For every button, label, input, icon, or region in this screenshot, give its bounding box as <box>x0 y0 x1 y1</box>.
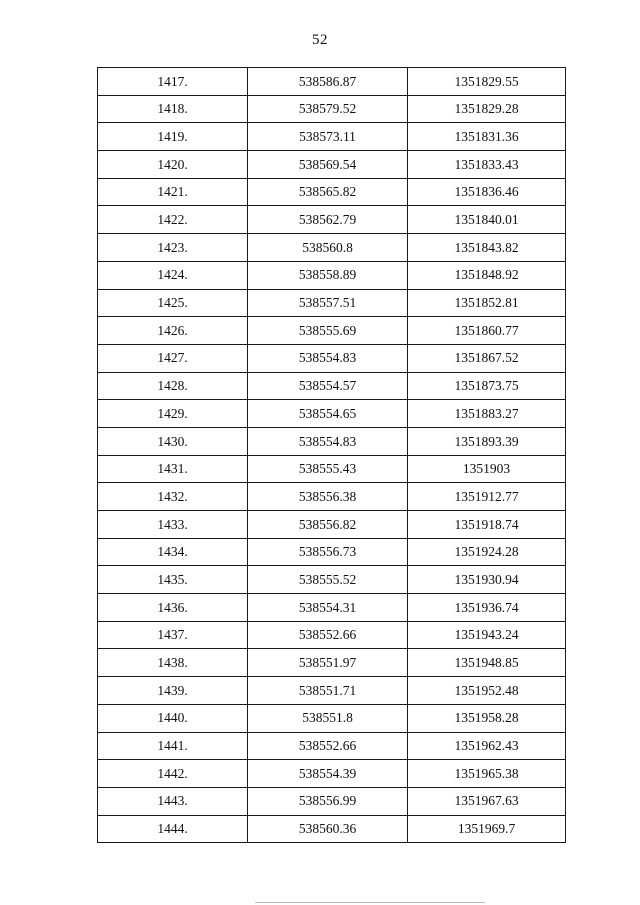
table-row <box>98 123 566 151</box>
y-coordinate-cell: 1351924.28 <box>408 538 566 566</box>
x-coordinate-cell: 538556.82 <box>248 511 408 539</box>
y-coordinate-cell: 1351833.43 <box>408 151 566 179</box>
table-row <box>98 732 566 760</box>
table-row <box>98 427 566 455</box>
point-number-cell: 1432. <box>98 483 248 511</box>
table-row <box>98 455 566 483</box>
x-coordinate-cell: 538551.8 <box>248 704 408 732</box>
table-row <box>98 704 566 732</box>
table-row <box>98 344 566 372</box>
table-row <box>98 538 566 566</box>
x-coordinate-cell: 538555.52 <box>248 566 408 594</box>
x-coordinate-cell: 538554.57 <box>248 372 408 400</box>
y-coordinate-cell: 1351893.39 <box>408 427 566 455</box>
point-number-cell: 1418. <box>98 95 248 123</box>
table-row <box>98 621 566 649</box>
point-number-cell: 1437. <box>98 621 248 649</box>
y-coordinate-cell: 1351903 <box>408 455 566 483</box>
point-number-cell: 1433. <box>98 511 248 539</box>
y-coordinate-cell: 1351967.63 <box>408 787 566 815</box>
point-number-cell: 1423. <box>98 234 248 262</box>
point-number-cell: 1420. <box>98 151 248 179</box>
x-coordinate-cell: 538552.66 <box>248 621 408 649</box>
table-row <box>98 566 566 594</box>
x-coordinate-cell: 538560.8 <box>248 234 408 262</box>
y-coordinate-cell: 1351918.74 <box>408 511 566 539</box>
point-number-cell: 1427. <box>98 344 248 372</box>
x-coordinate-cell: 538556.38 <box>248 483 408 511</box>
table-row <box>98 483 566 511</box>
x-coordinate-cell: 538557.51 <box>248 289 408 317</box>
y-coordinate-cell: 1351840.01 <box>408 206 566 234</box>
table-row <box>98 178 566 206</box>
x-coordinate-cell: 538586.87 <box>248 68 408 96</box>
bottom-divider <box>255 902 485 903</box>
table-row <box>98 511 566 539</box>
x-coordinate-cell: 538565.82 <box>248 178 408 206</box>
y-coordinate-cell: 1351930.94 <box>408 566 566 594</box>
point-number-cell: 1434. <box>98 538 248 566</box>
x-coordinate-cell: 538551.97 <box>248 649 408 677</box>
y-coordinate-cell: 1351843.82 <box>408 234 566 262</box>
point-number-cell: 1438. <box>98 649 248 677</box>
y-coordinate-cell: 1351848.92 <box>408 261 566 289</box>
y-coordinate-cell: 1351969.7 <box>408 815 566 843</box>
point-number-cell: 1431. <box>98 455 248 483</box>
y-coordinate-cell: 1351873.75 <box>408 372 566 400</box>
y-coordinate-cell: 1351836.46 <box>408 178 566 206</box>
table-row <box>98 760 566 788</box>
y-coordinate-cell: 1351965.38 <box>408 760 566 788</box>
table-row <box>98 289 566 317</box>
table-row <box>98 261 566 289</box>
y-coordinate-cell: 1351948.85 <box>408 649 566 677</box>
x-coordinate-cell: 538554.39 <box>248 760 408 788</box>
y-coordinate-cell: 1351943.24 <box>408 621 566 649</box>
y-coordinate-cell: 1351829.55 <box>408 68 566 96</box>
table-row <box>98 68 566 96</box>
table-row <box>98 151 566 179</box>
x-coordinate-cell: 538560.36 <box>248 815 408 843</box>
table-row <box>98 815 566 843</box>
table-row <box>98 317 566 345</box>
table-row <box>98 95 566 123</box>
y-coordinate-cell: 1351852.81 <box>408 289 566 317</box>
y-coordinate-cell: 1351831.36 <box>408 123 566 151</box>
point-number-cell: 1436. <box>98 594 248 622</box>
table-row <box>98 372 566 400</box>
y-coordinate-cell: 1351958.28 <box>408 704 566 732</box>
point-number-cell: 1439. <box>98 677 248 705</box>
x-coordinate-cell: 538555.69 <box>248 317 408 345</box>
y-coordinate-cell: 1351883.27 <box>408 400 566 428</box>
x-coordinate-cell: 538556.73 <box>248 538 408 566</box>
x-coordinate-cell: 538552.66 <box>248 732 408 760</box>
y-coordinate-cell: 1351867.52 <box>408 344 566 372</box>
point-number-cell: 1424. <box>98 261 248 289</box>
page-number: 52 <box>312 32 328 48</box>
x-coordinate-cell: 538554.65 <box>248 400 408 428</box>
x-coordinate-cell: 538562.79 <box>248 206 408 234</box>
point-number-cell: 1440. <box>98 704 248 732</box>
y-coordinate-cell: 1351962.43 <box>408 732 566 760</box>
y-coordinate-cell: 1351952.48 <box>408 677 566 705</box>
point-number-cell: 1422. <box>98 206 248 234</box>
point-number-cell: 1430. <box>98 427 248 455</box>
table-row <box>98 787 566 815</box>
point-number-cell: 1435. <box>98 566 248 594</box>
x-coordinate-cell: 538551.71 <box>248 677 408 705</box>
y-coordinate-cell: 1351860.77 <box>408 317 566 345</box>
point-number-cell: 1417. <box>98 68 248 96</box>
point-number-cell: 1425. <box>98 289 248 317</box>
point-number-cell: 1441. <box>98 732 248 760</box>
x-coordinate-cell: 538554.83 <box>248 344 408 372</box>
x-coordinate-cell: 538579.52 <box>248 95 408 123</box>
point-number-cell: 1444. <box>98 815 248 843</box>
table-row <box>98 594 566 622</box>
y-coordinate-cell: 1351829.28 <box>408 95 566 123</box>
point-number-cell: 1428. <box>98 372 248 400</box>
coordinates-table-body <box>98 68 566 843</box>
x-coordinate-cell: 538573.11 <box>248 123 408 151</box>
point-number-cell: 1426. <box>98 317 248 345</box>
table-row <box>98 400 566 428</box>
table-row <box>98 206 566 234</box>
point-number-cell: 1443. <box>98 787 248 815</box>
point-number-cell: 1421. <box>98 178 248 206</box>
y-coordinate-cell: 1351912.77 <box>408 483 566 511</box>
x-coordinate-cell: 538558.89 <box>248 261 408 289</box>
point-number-cell: 1419. <box>98 123 248 151</box>
coordinates-table <box>97 67 566 843</box>
x-coordinate-cell: 538569.54 <box>248 151 408 179</box>
x-coordinate-cell: 538556.99 <box>248 787 408 815</box>
x-coordinate-cell: 538554.83 <box>248 427 408 455</box>
point-number-cell: 1442. <box>98 760 248 788</box>
table-row <box>98 649 566 677</box>
table-row <box>98 677 566 705</box>
point-number-cell: 1429. <box>98 400 248 428</box>
x-coordinate-cell: 538554.31 <box>248 594 408 622</box>
y-coordinate-cell: 1351936.74 <box>408 594 566 622</box>
x-coordinate-cell: 538555.43 <box>248 455 408 483</box>
table-row <box>98 234 566 262</box>
